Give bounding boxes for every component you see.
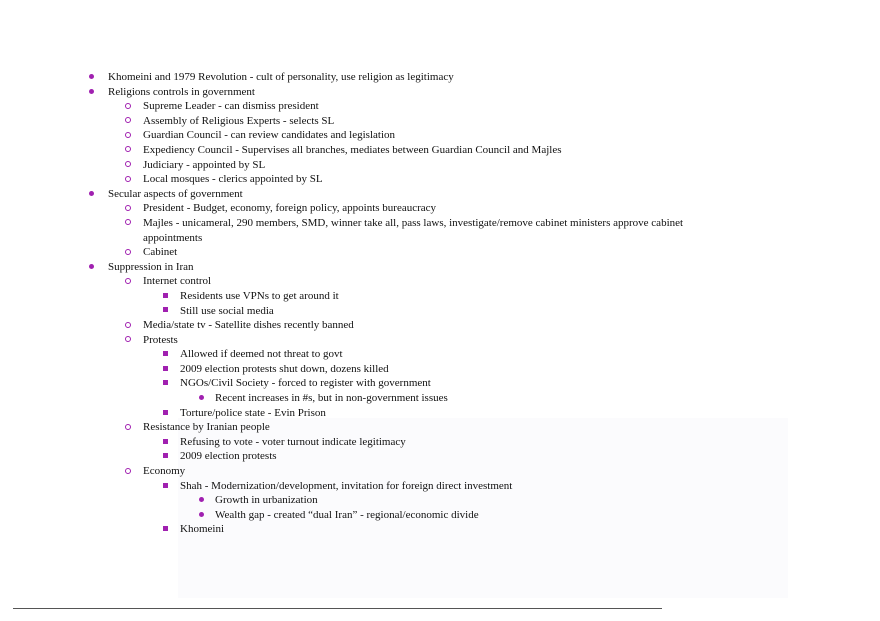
- outline-item: [0, 216, 880, 231]
- outline-item-text: Media/state tv - Satellite dishes recently banned: [143, 319, 354, 332]
- square-bullet-icon: [160, 362, 170, 377]
- outline-item: [0, 187, 880, 202]
- disc-bullet-icon: [86, 187, 96, 202]
- outline-item-text: Judiciary - appointed by SL: [143, 158, 266, 171]
- outline-item: [0, 274, 880, 289]
- outline-item-text: Assembly of Religious Experts - selects SL: [143, 114, 335, 127]
- outline-item-text: Still use social media: [180, 304, 274, 317]
- outline-list: [0, 70, 880, 537]
- outline-item: [0, 245, 880, 260]
- outline-item-text: Internet control: [143, 275, 212, 288]
- outline-item: [0, 128, 880, 143]
- outline-item: [0, 522, 880, 537]
- outline-item: [0, 201, 880, 216]
- circle-bullet-icon: [123, 114, 133, 129]
- square-bullet-icon: [160, 376, 170, 391]
- outline-item: [0, 333, 880, 348]
- outline-item-text: Expediency Council - Supervises all branches, mediates between Guardian Council and Majles: [143, 143, 562, 156]
- outline-item: [0, 508, 880, 523]
- outline-item: [0, 231, 880, 246]
- outline-item: [0, 70, 880, 85]
- circle-bullet-icon: [123, 245, 133, 260]
- outline-item-text: Protests: [143, 333, 178, 346]
- outline-item: [0, 347, 880, 362]
- outline-item: [0, 304, 880, 319]
- outline-item-text: 2009 election protests shut down, dozens killed: [180, 362, 389, 375]
- circle-bullet-icon: [123, 143, 133, 158]
- square-bullet-icon: [160, 435, 170, 450]
- circle-bullet-icon: [123, 128, 133, 143]
- outline-item: [0, 376, 880, 391]
- outline-item-text: appointments: [143, 231, 203, 244]
- outline-item: [0, 493, 880, 508]
- outline-item-text: Allowed if deemed not threat to govt: [180, 348, 343, 361]
- square-bullet-icon: [160, 304, 170, 319]
- outline-item: [0, 362, 880, 377]
- disc-bullet-icon: [196, 391, 206, 406]
- outline-item-text: Secular aspects of government: [108, 187, 243, 200]
- outline-item: [0, 85, 880, 100]
- outline-item-text: Local mosques - clerics appointed by SL: [143, 173, 323, 186]
- square-bullet-icon: [160, 449, 170, 464]
- outline-item-text: Recent increases in #s, but in non-government issues: [215, 392, 448, 405]
- outline-item-text: Religions controls in government: [108, 85, 255, 98]
- outline-item-text: Refusing to vote - voter turnout indicate legitimacy: [180, 435, 406, 448]
- outline-item: [0, 260, 880, 275]
- outline-item: [0, 172, 880, 187]
- outline-item: [0, 449, 880, 464]
- outline-item: [0, 114, 880, 129]
- outline-item: [0, 158, 880, 173]
- outline-item-text: Suppression in Iran: [108, 260, 194, 273]
- outline-item-text: Khomeini: [180, 523, 224, 536]
- disc-bullet-icon: [86, 85, 96, 100]
- square-bullet-icon: [160, 347, 170, 362]
- circle-bullet-icon: [123, 420, 133, 435]
- outline-item: [0, 99, 880, 114]
- circle-bullet-icon: [123, 274, 133, 289]
- outline-item: [0, 318, 880, 333]
- disc-bullet-icon: [196, 508, 206, 523]
- square-bullet-icon: [160, 406, 170, 421]
- outline-item-text: Wealth gap - created “dual Iran” - regional/economic divide: [215, 508, 479, 521]
- square-bullet-icon: [160, 479, 170, 494]
- circle-bullet-icon: [123, 172, 133, 187]
- outline-item-text: Cabinet: [143, 246, 178, 259]
- square-bullet-icon: [160, 522, 170, 537]
- outline-item-text: President - Budget, economy, foreign policy, appoints bureaucracy: [143, 202, 437, 215]
- outline-item: [0, 406, 880, 421]
- outline-item-text: Economy: [143, 465, 186, 478]
- outline-item-text: Shah - Modernization/development, invitation for foreign direct investment: [180, 479, 513, 492]
- outline-item-text: Residents use VPNs to get around it: [180, 289, 339, 302]
- outline-item: [0, 289, 880, 304]
- footer-divider: [13, 608, 662, 609]
- outline-item-text: NGOs/Civil Society - forced to register with government: [180, 377, 431, 390]
- outline-item-text: Resistance by Iranian people: [143, 421, 270, 434]
- circle-bullet-icon: [123, 464, 133, 479]
- outline-item-text: 2009 election protests: [180, 450, 277, 463]
- circle-bullet-icon: [123, 216, 133, 231]
- outline-item-text: Majles - unicameral, 290 members, SMD, winner take all, pass laws, investigate/remove cabinet ministers approve cabinet: [143, 216, 684, 229]
- disc-bullet-icon: [86, 260, 96, 275]
- disc-bullet-icon: [86, 70, 96, 85]
- outline-item: [0, 391, 880, 406]
- outline-item: [0, 420, 880, 435]
- disc-bullet-icon: [196, 493, 206, 508]
- circle-bullet-icon: [123, 201, 133, 216]
- outline-item-text: Guardian Council - can review candidates and legislation: [143, 129, 395, 142]
- square-bullet-icon: [160, 289, 170, 304]
- outline-item: [0, 464, 880, 479]
- outline-item-text: Khomeini and 1979 Revolution - cult of personality, use religion as legitimacy: [108, 71, 454, 83]
- outline-item: [0, 479, 880, 494]
- circle-bullet-icon: [123, 99, 133, 114]
- circle-bullet-icon: [123, 333, 133, 348]
- outline-item-text: Supreme Leader - can dismiss president: [143, 100, 319, 113]
- circle-bullet-icon: [123, 158, 133, 173]
- outline-item: [0, 143, 880, 158]
- outline-item-text: Growth in urbanization: [215, 494, 318, 507]
- circle-bullet-icon: [123, 318, 133, 333]
- outline-item: [0, 435, 880, 450]
- outline-item-text: Torture/police state - Evin Prison: [180, 406, 326, 419]
